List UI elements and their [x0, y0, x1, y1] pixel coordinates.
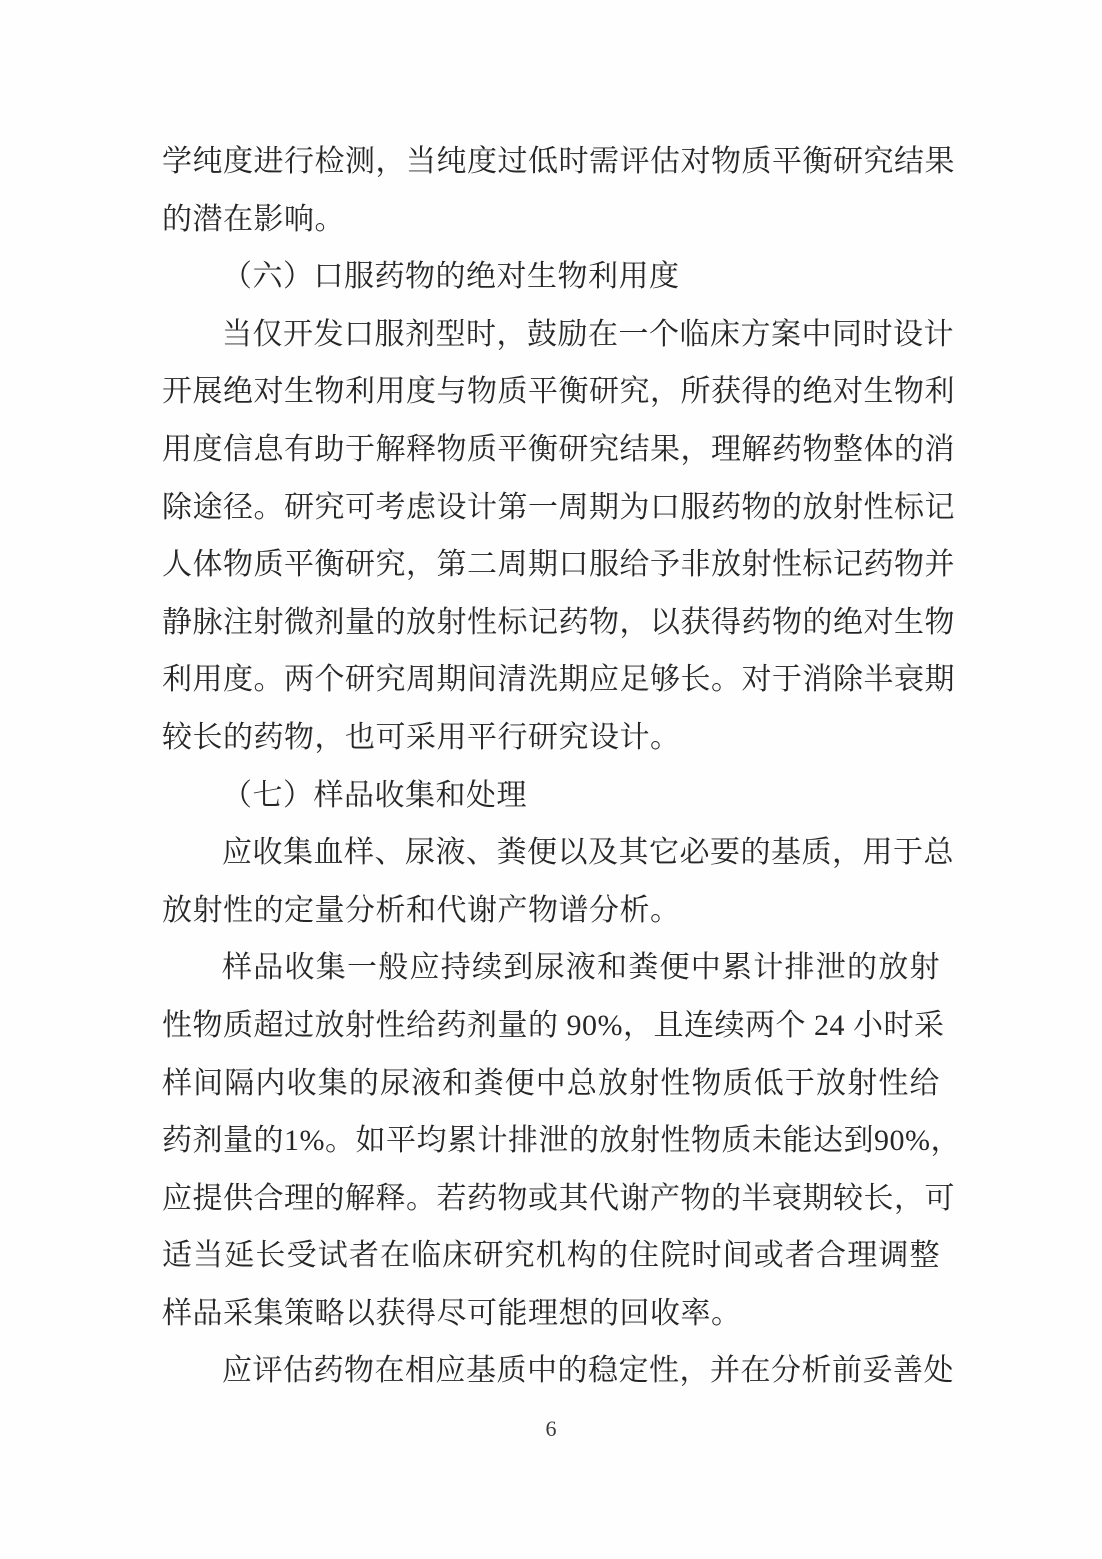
- text-line: （六）口服药物的绝对生物利用度: [222, 260, 680, 294]
- document-body: [162, 133, 961, 1400]
- text-line: 应提供合理的解释。若药物或其代谢产物的半衰期较长，可: [162, 1181, 955, 1215]
- text-line: 的潜在影响。: [162, 202, 345, 236]
- text-line: 用度信息有助于解释物质平衡研究结果，理解药物整体的消: [162, 432, 955, 466]
- text-line: 适当延长受试者在临床研究机构的住院时间或者合理调整: [162, 1239, 940, 1273]
- text-line: 人体物质平衡研究，第二周期口服给予非放射性标记药物并: [162, 548, 955, 582]
- text-line: 样品采集策略以获得尽可能理想的回收率。: [162, 1296, 742, 1330]
- text-line: 性物质超过放射性给药剂量的 90%，且连续两个 24 小时采: [162, 1008, 945, 1042]
- text-line: 利用度。两个研究周期间清洗期应足够长。对于消除半衰期: [162, 663, 955, 697]
- text-line: 样间隔内收集的尿液和粪便中总放射性物质低于放射性给: [162, 1066, 940, 1100]
- text-line: 当仅开发口服剂型时，鼓励在一个临床方案中同时设计: [222, 317, 954, 351]
- text-line: 应评估药物在相应基质中的稳定性，并在分析前妥善处: [222, 1354, 954, 1388]
- text-line: 学纯度进行检测，当纯度过低时需评估对物质平衡研究结果: [162, 145, 955, 178]
- text-line: 样品收集一般应持续到尿液和粪便中累计排泄的放射: [222, 951, 940, 985]
- text-line: （七）样品收集和处理: [222, 778, 527, 812]
- text-line: 应收集血样、尿液、粪便以及其它必要的基质，用于总: [222, 836, 954, 870]
- text-line: 药剂量的1%。如平均累计排泄的放射性物质未能达到90%，: [162, 1124, 961, 1158]
- text-line: 除途径。研究可考虑设计第一周期为口服药物的放射性标记: [162, 490, 955, 524]
- page-number: 6: [545, 1416, 557, 1441]
- text-line: 静脉注射微剂量的放射性标记药物，以获得药物的绝对生物: [162, 605, 955, 639]
- text-line: 较长的药物，也可采用平行研究设计。: [162, 720, 681, 754]
- text-line: 开展绝对生物利用度与物质平衡研究，所获得的绝对生物利: [162, 375, 955, 409]
- text-line: 放射性的定量分析和代谢产物谱分析。: [162, 893, 681, 927]
